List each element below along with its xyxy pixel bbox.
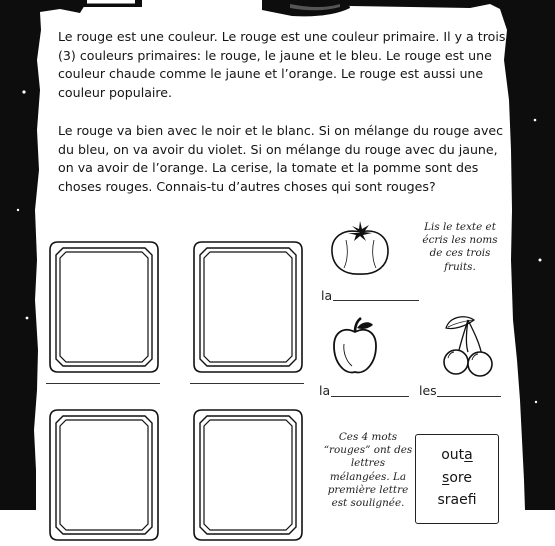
fruit-prefix: les [419, 383, 437, 398]
scrambled-word: sraefi [437, 492, 477, 508]
tomato-icon [328, 218, 392, 278]
mixing-paragraph: Le rouge va bien avec le noir et le blanc. Si on mélange du rouge avec du bleu, on va avoir du violet. Si on mélange du rouge avec du jaune, on va avoir de l’orange. La cerise, la tomate et la pomme sont des choses rouges. Connais-tu d’autres choses qui sont rouges? [58, 123, 504, 194]
scrambled-word: outa [441, 447, 473, 463]
apple-icon [330, 316, 380, 378]
answer-line[interactable] [331, 396, 409, 397]
scrambled-words-box [415, 434, 499, 524]
drawing-frame [44, 404, 164, 546]
scrambled-word: sore [442, 470, 472, 486]
answer-line[interactable] [333, 300, 419, 301]
fruit-prefix: la [321, 288, 333, 303]
drawing-frame [188, 404, 308, 546]
fruit-prefix: la [319, 383, 331, 398]
answer-line[interactable] [190, 383, 304, 384]
fruits-instruction: Lis le texte et écris les noms de ces trois fruits. [422, 221, 498, 273]
intro-paragraph: Le rouge est une couleur. Le rouge est une couleur primaire. Il y a trois (3) couleurs primaires: le rouge, le jaune et le bleu. Le rouge est une couleur chaude comme le jaune et l’orange. Le rouge est aussi une couleur populaire. [58, 29, 506, 100]
answer-line[interactable] [46, 383, 160, 384]
drawing-frame [44, 236, 164, 378]
cherries-icon [436, 312, 500, 380]
scramble-instruction: Ces 4 mots “rouges” ont des lettres mélangées. La première lettre est soulignée. [323, 431, 413, 510]
drawing-frame [188, 236, 308, 378]
answer-line[interactable] [437, 396, 501, 397]
